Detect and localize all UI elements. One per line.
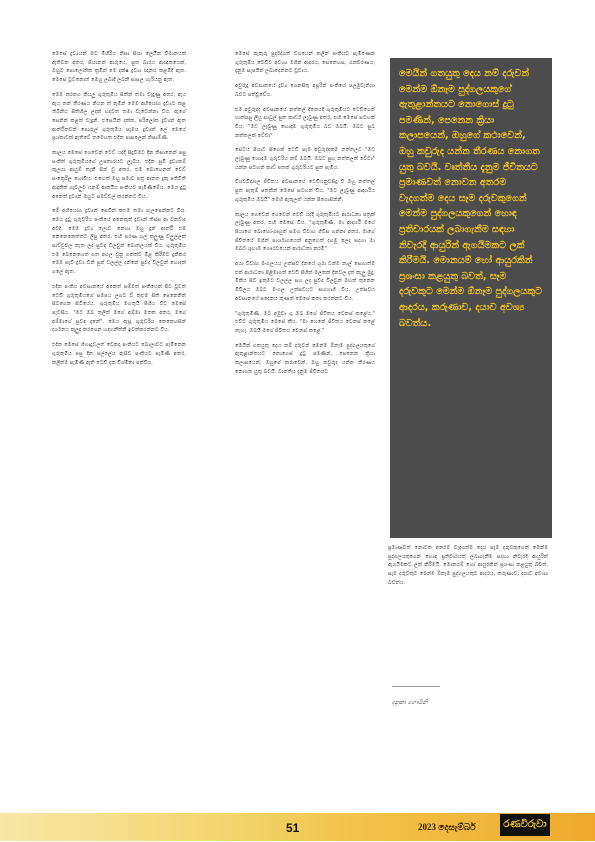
paragraph: "ගුරුතුමිණී, මට අමුවා ගු ඔබ මගේ ජිවිතය වෙනස් කළේය." එවිට ගුරුතුමිය මෙසේ කීය. "මා හෙනේ ජිවිතය වෙනස් කළේ නැහැ. ඔබයි මගේ ජිවිතය වෙනස් කළේ." [235, 310, 375, 334]
article-column-middle [235, 50, 375, 383]
page-number: 51 [286, 821, 300, 835]
paragraph: සේටය පියාට සිගෙන් ටෙඩි සැම අවුරුද්දකම නත්තලට "මට ලැබුණු හොඳම ගුරුවරිය නම් ඔබයි. ඔබට සුභ නත්තලක් වේවා" යන්න සටහන් කාඩ් පතක් ගුරුවරියට සුත පැමිය. [235, 147, 375, 171]
article-column-left [52, 50, 186, 373]
paragraph: එදින මෙසේ ගිහාදුවලත් වෙනදා පංකියට බොලාවට පැමිනෙන ගුරුතුමිය පසු දින පල්ලේය ඇසිව පංකියට පැමිණි අතර, කලිත්ම පැමිණි ඇති ටෙඩි දැක විශ්මිතා පත්විය. [52, 342, 186, 366]
author-divider [392, 686, 440, 687]
paragraph: මේ අභියෝග ද්‍රව්‍යන් සෙවින් කළුම තමා ගැලපෙන්නට විය. මෙය දුටු ගුරුවරිය පංකියේ අනෙකුත් ද්‍රව්‍යන් තිස්ස ආ වනවාද අවදි. මෙම ද්‍රව්‍ය ලොව නෙහා ඔහු දුන් ආත්ථි එම නෙනෙනෙත්තට ලිපු අතර, එහි පරණ ගල් කලුණු වලුල්ලක් පාච්චුවල නැත ලද සුවඳ විලවුන් බොතලයක් විය. ගුරුතුමිය එම බෙනෙහෙත් ගත අගල වුනු ගත්ත්ව මිළ කිරීමට දුකිකර මෙම සැවි ද්‍රව්‍ය වීනි පුන් වලල්ල දන්නේ සුවද විලවුන් හොදක් ගලේ ඇත. [52, 208, 186, 276]
paragraph: විශ්වවිද්‍යාල ජිවිතය අවසානයේ ටෙඩියනුවසිදු වී ඔහු නත්තල් සුත පැතුම් පතකින් මෙසේ සටහන් විය. "මට ලැබුණු ආදර්ශිය ගුරුතුමිය ඔබයි" මෙහි ඇතුලත් යන්න පිගොසින්නී. [235, 179, 375, 203]
paragraph: මෙසේ ද්‍රව්‍යයන් මට මිහිරිය නිසා සියා ලෙයින විමානයක් ඇතිවන අතර, සියානන් ආරුයෙ, සුත බාරය ආඥකයෙක්, ඔහුට පොලෝතික ක්‍රමින් මෙ දක්ෂ ද්‍රව්‍යා ඥානය කළමිදී ඇත. මෙසේ වූවනොත් මෙහු ලබාදී ලබනී පාසල හැරියනු ඇත. [52, 51, 186, 84]
author-name: දනුකා ගෞමිනී [392, 700, 428, 706]
pull-quote-box [390, 58, 552, 538]
paragraph: එම අවුරුද්ද අවසානයේ නත්තල් දිනෙයදී ගුරුතුමියට ටෙඩිගෙන් හාත්පසු ලියු සාධුල් සුත කාර්ඩ් ලැබුණු අතර, එහි මෙසේ සටහන් විය. "මට ලැබුණු හොඳම ගුරුතුමිය බව ඔබයි. ඔබට සුබ නත්තලක් වේවා" [235, 106, 375, 139]
paragraph: කාලය මෙසේ ගෙවෙන් වෙව් යද්දී සිදුවීමට දින තිසානෙන් පසු පංකිත් ගුරුතුමියගේ උපකාරයට ලැබීය. එදින සුමි ද්‍රව්‍යනම් කුලයා ආයුම් කැනී සින් වු අතර, එම බොහෙනන් වෙව් සංක්‍රෙරිල හෝවිය. එහෙත් ඔහු පමාව පත්‍ර ආකත ද්‍රකු පතිවිති ආදෘතික් ගැටලුව යනම් ආකයිය පංකියට පැමිණිමේය. මෙය දුටු අනෙත් ද්‍රව්‍යන් ඔහුට සමච්චල් කරන්නට විය. [52, 150, 186, 200]
issue-date: 2023 දෙසැම්බර් [418, 822, 476, 832]
paragraph: ප්‍රමාණවත් නොවන අතරම වැදගත්ම දෙය සැම දරුවකුගෙන් මෙන්ම පුද්ගලයකුගෙන් හොඳ ප්‍රතිචාරයක් ලබාගැනීම සදහා නිවැරදි ආයුරින් ඇගයිමකට ලක් කිරීමයි. මොනයම් හෝ ආයුරකින් ප්‍රශංසා කළයුතු බවත්, සැම දරුවකුට මෙන්ම ඕනෑම පුද්ගලයකුට ආදරය, කරුණාව, දයාව අවශ්‍ය බවත්ය. [388, 545, 548, 586]
paragraph: කාලය ගෙවෙන් ගෙවෙන් ටෙඩි යද්දී ගුරුතුමියට ආරාධනා පත්‍රක් ලැබුණු අතර, එහි මෙසේ විය. "ගුරුතුමිණී, මා ආදර්ශී මගේ පියාගේ බොහෝංග්‍රුහුත් සමග විවාහ ගිවිස ගන්නා අතර, මාගේ ජිවිතයේ මගින් පාර්ශාගයෙන් අනුහෙත් දහමු ලෙද සදහා මා ඔබට ශුභාම ගෞරවයෙන් ආරාධනා කරමි" [235, 211, 375, 253]
paragraph: අවුරුදු අවසානයේ ද්‍රව්‍ය ගෙනසිතු අපූරින් පංකියේ පලමුවැනියා බවට පත්වූවේය. [235, 83, 375, 98]
pull-quote-text: මෙයින් ගතයුතු දෙය නම් දරුවන් මෙන්ම ඕනෑම පුද්ගලයකුගේ ඇතුළාන්තයට නොගොස් දුටු පමණින්, පෙනෙන ක්‍රියා කලාපයෙන්, ඔහුගේ කථාවෙන්, ඔහු කවුරුද යන්න තීරණය නොගත යුතු බවයි. වෘත්තීය දැනුම ජීවිතයට ප්‍රමාණවත් නොවන අතරම වැදගත්ම දෙය සෑම දරුවකුගෙන් මෙන්ම පුද්ගලයකුගෙන් හොඳ ප්‍රතිචාරයක් ලබාගැනීම සඳහා නිවැරදි ආයුරින් ඇගයිමකට ලක් කිරීමයි. මොනයම් හෝ ආයුරකින් ප්‍රශංසා කළයුතු බවත්, සෑම දරුවකුට මෙන්ම ඕනෑම පුද්ගලයකුට ආදරය, කරුණාව, දයාව අවශ්‍ය බවත්ය. [399, 68, 542, 329]
magazine-logo: රණවිරුවා [500, 814, 550, 836]
paragraph: මෙම කරනග කියලූ ගුරුතුමිය සිතින් තමා වැදුණු අතර, ඇය ඇය තන් තීරණය නියන ත් කුමින් මෙම අභියෝග ද්‍රව්‍යට කළ තිබිනිය සිතිහිල ලදන් හදවත තමා වැටෙන්නා විය. ඇගේ සෙනින් කළත් වැදුනි. එසෙයින් දක්ක, පරිලෝක ද්‍රව්‍යන් ඇත ආත්ථිකවන් පොරුල් ගුරුතුමිය සැමය ද්‍රව්‍යත් ලේ මෙයේ ප්‍රශ්නාවක් ඇතිවේ තමෙහත එදින පාසලෙන් නිසාම්ණී. [52, 91, 186, 142]
paragraph: මෙසේ නැකුරු පුර්දද්ගත් වගයෙන් කලින් පංකියට පැමිණෙන ගුරුතුමිය ටෙඩිට අවශ්‍ය මගින් ආදරය, සෙනෙහස, රැකවරණය, දැනුම සැපයීන් ලබාදෙන්නට වූවාය. [235, 51, 375, 75]
paragraph: එදින පංකිය අවසානයේ අනෙත් සම්මත් පංකියෙන් පිට වූවත් ටෙඩි ගුරුතුමියගේ සමපය ලගට ව් කළුම සිති පෙනෙනින් සිටගෙන සිටියේය. ගුරුතුමිය මහතුයි පිහිය වීට මෙසේ පැවසිය. "මට ඔබ තුලින් මගේ අම්මා මතක අතර, මගේ අම්මාගේ සුවඳ දැනේ". මෙය ඇසූ ගුරුවරිය කෙනෙහසින් දර්ශනය කුලුදා කරගෙන හඳගනීත්නී ඉවත්කරන්නට විය. [52, 283, 186, 334]
paragraph: අයා විවාහ මංගලයය උත්සව දිනයේ ශූරා වන්ම නාල් සොහත්ම එන් ආරාධනා පිළිමාගත් වෙඩි පිහිත් මලතක් දිනවල දැත් කැලු මුදු, මීකිය සිව ඉතුමට වලල්ල සහ ලද සුවඳ විලවුන් මහත් තුනෙන මිවිලය ඔබට මංගල උත්සවයට සහභාගි විය. උත්සවය අවසානයේ පදෙනය කුණත් මෙසේ කතා කරන්නට විය. [235, 261, 375, 302]
paragraph: මෙයින් ගතයුතු දෙය නම් දරුවන් මෙන්ම ඕනෑම පුද්ගලයකුගේ ඇතුළාන්තයට නොගෙස් දුටු පමණින්, පෙනෙන ක්‍රියා කලාපයෙන්, ඔහුගේ කරාවෙන්, ඔහු කවුරුද යන්න තීරණය නොගත යුතු බවයි. වාත්තිය දැනුම ජිවිතයට [235, 342, 375, 375]
page-footer [0, 810, 595, 842]
article-column-right [388, 544, 548, 594]
